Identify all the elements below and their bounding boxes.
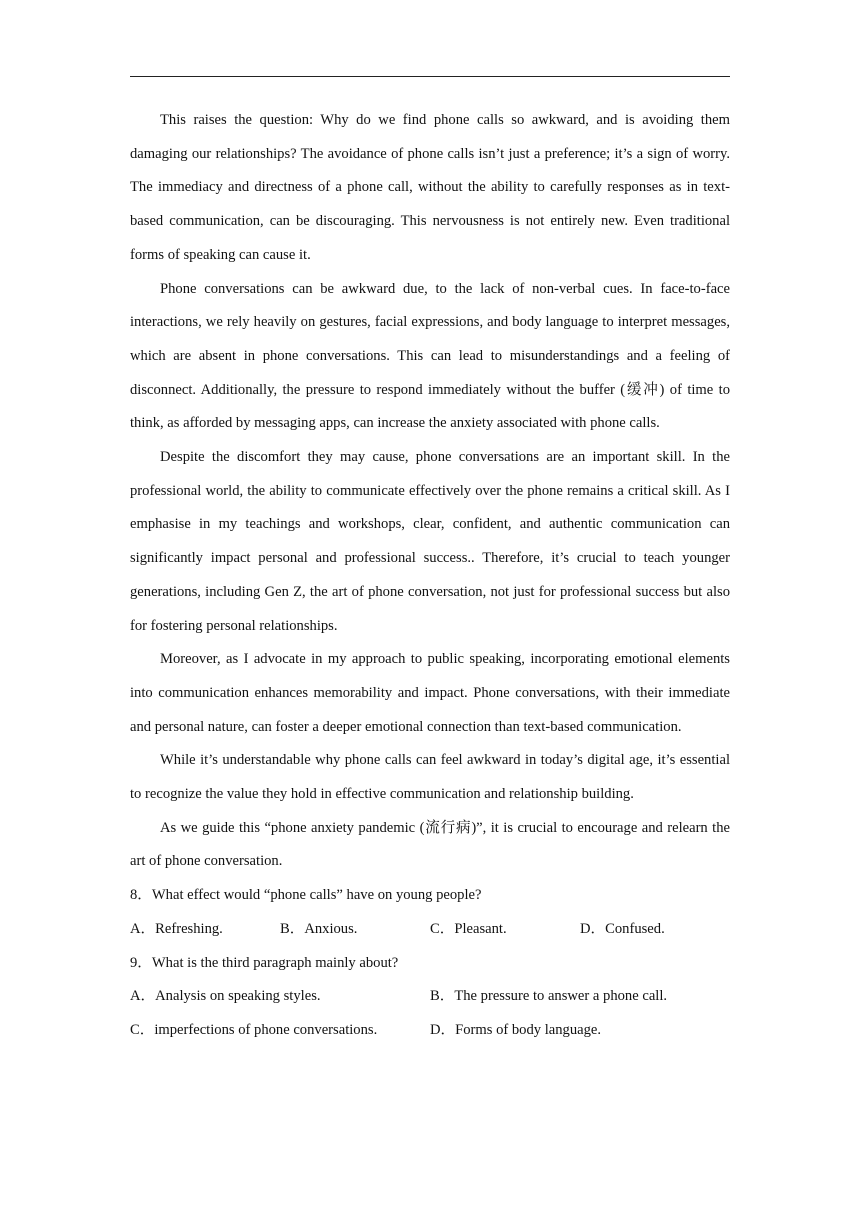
passage-paragraph-2: Phone conversations can be awkward due, to the lack of non-verbal cues. In face-to-face interactions, we rely heavily on gestures, facial expressions, and body language to interpret messages, which are absent in phone conversations. This can lead to misunderstandings and a feeling of disconnect. Additionally, the pressure to respond immediately without the buffer (缓冲) of time to think, as afforded by messaging apps, can increase the anxiety associated with phone calls. xyxy=(130,280,730,432)
header-rule xyxy=(130,76,730,77)
question-8-stem: 8．What effect would “phone calls” have on young people? xyxy=(130,887,482,904)
question-9-option-a: A．Analysis on speaking styles. xyxy=(130,988,321,1005)
question-9-option-b: B．The pressure to answer a phone call. xyxy=(430,988,668,1005)
question-8-option-a: A．Refreshing. xyxy=(130,920,223,937)
passage-paragraph-1: This raises the question: Why do we find phone calls so awkward, and is avoiding them damaging our relationships? The avoidance of phone calls isn’t just a preference; it’s a sign of worry. The immediacy and directness of a phone call, without the ability to carefully responses as in text-based communication, can be discouraging. This nervousness is not entirely new. Even traditional forms of speaking can cause it. xyxy=(130,112,730,263)
question-8-option-b: B．Anxious. xyxy=(280,920,358,937)
question-9-option-d: D．Forms of body language. xyxy=(430,1021,602,1038)
passage-paragraph-6: As we guide this “phone anxiety pandemic (流行病)”, it is crucial to encourage and relearn the art of phone conversation. xyxy=(130,819,730,870)
question-9-option-c: C．imperfections of phone conversations. xyxy=(130,1021,378,1038)
question-8-options xyxy=(130,913,730,947)
question-9-options-row-2 xyxy=(130,1014,730,1048)
question-8-option-c: C．Pleasant. xyxy=(430,920,507,937)
question-9-options-row-1 xyxy=(130,980,730,1014)
question-9-stem: 9．What is the third paragraph mainly about? xyxy=(130,954,399,971)
question-8-option-d: D．Confused. xyxy=(580,920,665,937)
passage-paragraph-3: Despite the discomfort they may cause, phone conversations are an important skill. In the professional world, the ability to communicate effectively over the phone remains a critical skill. As I emphasise in my teachings and workshops, clear, confident, and authentic communication can significantly impact personal and professional success.. Therefore, it’s crucial to teach younger generations, including Gen Z, the art of phone conversation, not just for professional success but also for fostering personal relationships. xyxy=(130,449,730,634)
passage-paragraph-4: Moreover, as I advocate in my approach to public speaking, incorporating emotional elements into communication enhances memorability and impact. Phone conversations, with their immediate and personal nature, can foster a deeper emotional connection than text-based communication. xyxy=(130,651,730,735)
passage-paragraph-5: While it’s understandable why phone calls can feel awkward in today’s digital age, it’s essential to recognize the value they hold in effective communication and relationship building. xyxy=(130,752,730,803)
page-content xyxy=(130,104,730,1048)
